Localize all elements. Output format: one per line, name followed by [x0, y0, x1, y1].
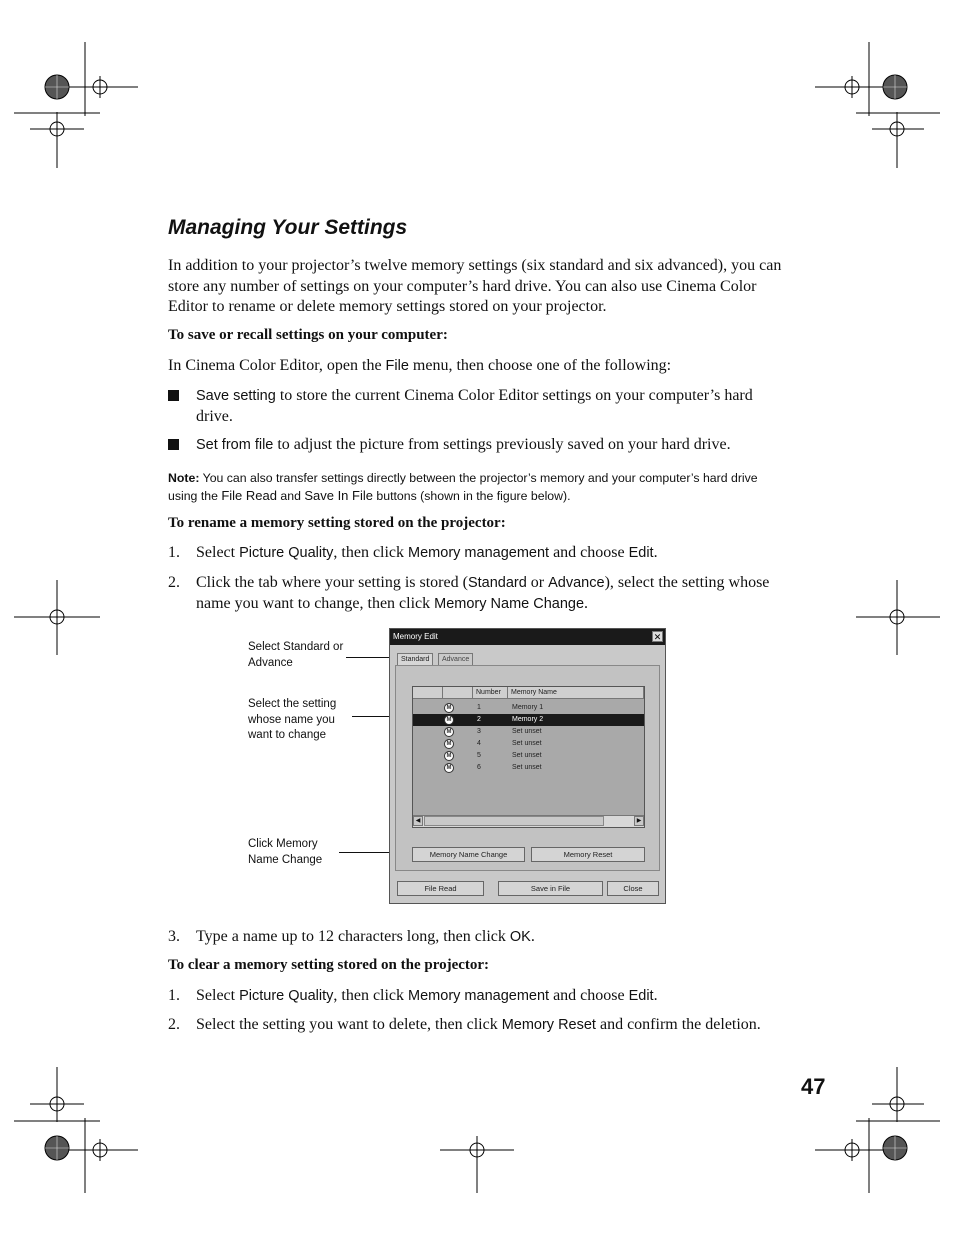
scroll-right-icon[interactable]: ▶ [634, 816, 644, 826]
memory-icon: M [444, 727, 454, 737]
memory-icon: M [444, 763, 454, 773]
bullet-set-from-file: Set from file to adjust the picture from settings previously saved on your hard drive. [168, 435, 793, 456]
tab-standard[interactable]: Standard [397, 653, 433, 665]
memory-icon: M [444, 715, 454, 725]
memory-reset-button[interactable]: Memory Reset [531, 847, 645, 862]
save-section-heading: To save or recall settings on your computer: [168, 327, 448, 343]
intro-paragraph: In addition to your projector’s twelve memory settings (six standard and six advanced), you can store any number of settings on your computer’s hard drive. You can also use Cinema Color Editor to rename or delete memory settings stored on your projector. [168, 257, 782, 315]
memory-list[interactable] [412, 686, 645, 828]
callout-memory-name-change: Click Memory Name Change [248, 838, 323, 866]
close-icon[interactable]: ✕ [653, 632, 662, 642]
file-read-button[interactable]: File Read [397, 881, 484, 896]
clear-step-2: 2. Select the setting you want to delete, then click Memory Reset and confirm the deletion. [168, 1016, 761, 1033]
clear-section-heading: To clear a memory setting stored on the projector: [168, 957, 490, 973]
column-header-blank [413, 687, 443, 699]
close-button[interactable]: Close [607, 881, 659, 896]
scroll-left-icon[interactable]: ◀ [413, 816, 423, 826]
callout-select-tab: Select Standard or Advance [248, 641, 344, 669]
dialog-title-bar [390, 629, 665, 645]
memory-name-change-button[interactable]: Memory Name Change [412, 847, 525, 862]
memory-icon: M [444, 739, 454, 749]
table-row[interactable]: M 4 Set unset [413, 738, 644, 750]
column-header-memory-name[interactable]: Memory Name [508, 687, 644, 699]
rename-step-3: 3. Type a name up to 12 characters long, then click OK. [168, 928, 535, 945]
callout-select-setting: Select the setting whose name you want to change [248, 698, 337, 741]
page-title: Managing Your Settings [168, 216, 408, 239]
rename-step-2: 2. Click the tab where your setting is stored (Standard or Advance), select the setting whose name you want to change, then click Memory Name Change. [168, 574, 770, 612]
horizontal-scrollbar[interactable] [413, 815, 644, 827]
rename-step-1: 1. Select Picture Quality, then click Memory management and choose Edit. [168, 544, 658, 561]
rename-section-heading: To rename a memory setting stored on the projector: [168, 515, 506, 531]
tab-advance[interactable]: Advance [438, 653, 473, 665]
table-row[interactable]: M 6 Set unset [413, 762, 644, 774]
table-row[interactable]: M 5 Set unset [413, 750, 644, 762]
table-row[interactable]: M 1 Memory 1 [413, 702, 644, 714]
table-row-selected[interactable]: M 2 Memory 2 [413, 714, 644, 726]
save-in-file-button[interactable]: Save in File [498, 881, 603, 896]
table-row[interactable]: M 3 Set unset [413, 726, 644, 738]
column-header-number[interactable]: Number [473, 687, 508, 699]
bullet-save-setting: Save setting to store the current Cinema Color Editor settings on your computer’s hard drive. [168, 386, 793, 427]
scroll-thumb[interactable] [424, 816, 604, 826]
save-section-lead: In Cinema Color Editor, open the File menu, then choose one of the following: [168, 357, 672, 374]
page-number: 47 [801, 1074, 826, 1099]
bullet-square-icon [168, 439, 179, 450]
tab-panel [395, 665, 660, 871]
bullet-square-icon [168, 390, 179, 401]
column-header-icon [443, 687, 473, 699]
memory-icon: M [444, 703, 454, 713]
dialog-title: Memory Edit [393, 632, 438, 641]
memory-edit-dialog [389, 628, 666, 904]
clear-step-1: 1. Select Picture Quality, then click Memory management and choose Edit. [168, 987, 658, 1004]
note-paragraph: Note: You can also transfer settings directly between the projector’s memory and your computer’s hard drive using the File Read and Save In File buttons (shown in the figure below). [168, 471, 758, 503]
memory-icon: M [444, 751, 454, 761]
